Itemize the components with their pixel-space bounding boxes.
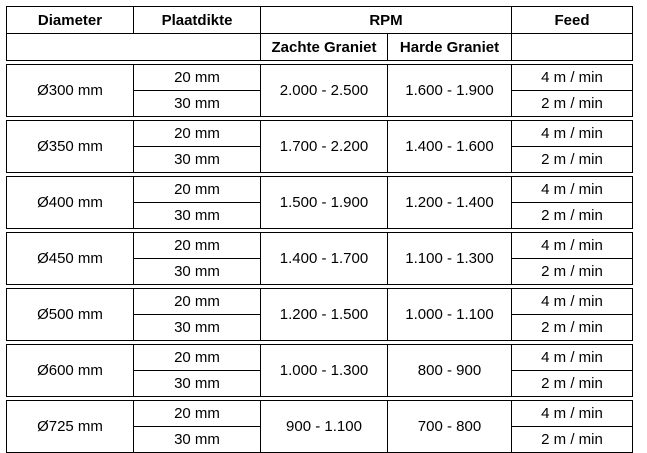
header-rpm: RPM [261, 7, 512, 34]
rpm-zachte-cell: 1.700 - 2.200 [261, 121, 388, 173]
thickness-cell: 20 mm [134, 65, 261, 91]
feed-cell: 4 m / min [512, 65, 633, 91]
thickness-cell: 30 mm [134, 203, 261, 229]
header-feed-blank [512, 34, 633, 61]
rpm-zachte-cell: 2.000 - 2.500 [261, 65, 388, 117]
table-row [7, 65, 633, 91]
thickness-cell: 30 mm [134, 427, 261, 453]
feed-cell: 4 m / min [512, 233, 633, 259]
table-row [7, 401, 633, 427]
rpm-harde-cell: 1.600 - 1.900 [388, 65, 512, 117]
diameter-cell: Ø500 mm [7, 289, 134, 341]
rpm-harde-cell: 1.000 - 1.100 [388, 289, 512, 341]
rpm-harde-cell: 1.200 - 1.400 [388, 177, 512, 229]
diameter-cell: Ø400 mm [7, 177, 134, 229]
feed-cell: 4 m / min [512, 345, 633, 371]
thickness-cell: 20 mm [134, 121, 261, 147]
thickness-cell: 30 mm [134, 371, 261, 397]
rpm-harde-cell: 700 - 800 [388, 401, 512, 453]
diameter-cell: Ø300 mm [7, 65, 134, 117]
rpm-harde-cell: 800 - 900 [388, 345, 512, 397]
table-row [7, 233, 633, 259]
table-body [7, 61, 633, 453]
table-row [7, 121, 633, 147]
feed-cell: 2 m / min [512, 315, 633, 341]
thickness-cell: 20 mm [134, 345, 261, 371]
header-harde-graniet: Harde Graniet [388, 34, 512, 61]
header-blank [7, 34, 261, 61]
rpm-zachte-cell: 1.400 - 1.700 [261, 233, 388, 285]
diameter-cell: Ø600 mm [7, 345, 134, 397]
table-row [7, 345, 633, 371]
feed-cell: 4 m / min [512, 289, 633, 315]
rpm-feed-table [6, 6, 633, 453]
thickness-cell: 20 mm [134, 233, 261, 259]
feed-cell: 2 m / min [512, 259, 633, 285]
rpm-zachte-cell: 1.500 - 1.900 [261, 177, 388, 229]
table-row [7, 177, 633, 203]
feed-cell: 4 m / min [512, 177, 633, 203]
feed-cell: 4 m / min [512, 401, 633, 427]
feed-cell: 2 m / min [512, 203, 633, 229]
feed-cell: 2 m / min [512, 371, 633, 397]
feed-cell: 4 m / min [512, 121, 633, 147]
thickness-cell: 20 mm [134, 289, 261, 315]
thickness-cell: 20 mm [134, 177, 261, 203]
rpm-harde-cell: 1.400 - 1.600 [388, 121, 512, 173]
thickness-cell: 20 mm [134, 401, 261, 427]
thickness-cell: 30 mm [134, 147, 261, 173]
diameter-cell: Ø350 mm [7, 121, 134, 173]
feed-cell: 2 m / min [512, 427, 633, 453]
header-zachte-graniet: Zachte Graniet [261, 34, 388, 61]
diameter-cell: Ø725 mm [7, 401, 134, 453]
table-row [7, 289, 633, 315]
feed-cell: 2 m / min [512, 147, 633, 173]
thickness-cell: 30 mm [134, 91, 261, 117]
rpm-harde-cell: 1.100 - 1.300 [388, 233, 512, 285]
diameter-cell: Ø450 mm [7, 233, 134, 285]
rpm-zachte-cell: 1.000 - 1.300 [261, 345, 388, 397]
thickness-cell: 30 mm [134, 315, 261, 341]
thickness-cell: 30 mm [134, 259, 261, 285]
feed-cell: 2 m / min [512, 91, 633, 117]
header-plaatdikte: Plaatdikte [134, 7, 261, 34]
header-diameter: Diameter [7, 7, 134, 34]
rpm-zachte-cell: 900 - 1.100 [261, 401, 388, 453]
rpm-zachte-cell: 1.200 - 1.500 [261, 289, 388, 341]
header-feed: Feed [512, 7, 633, 34]
